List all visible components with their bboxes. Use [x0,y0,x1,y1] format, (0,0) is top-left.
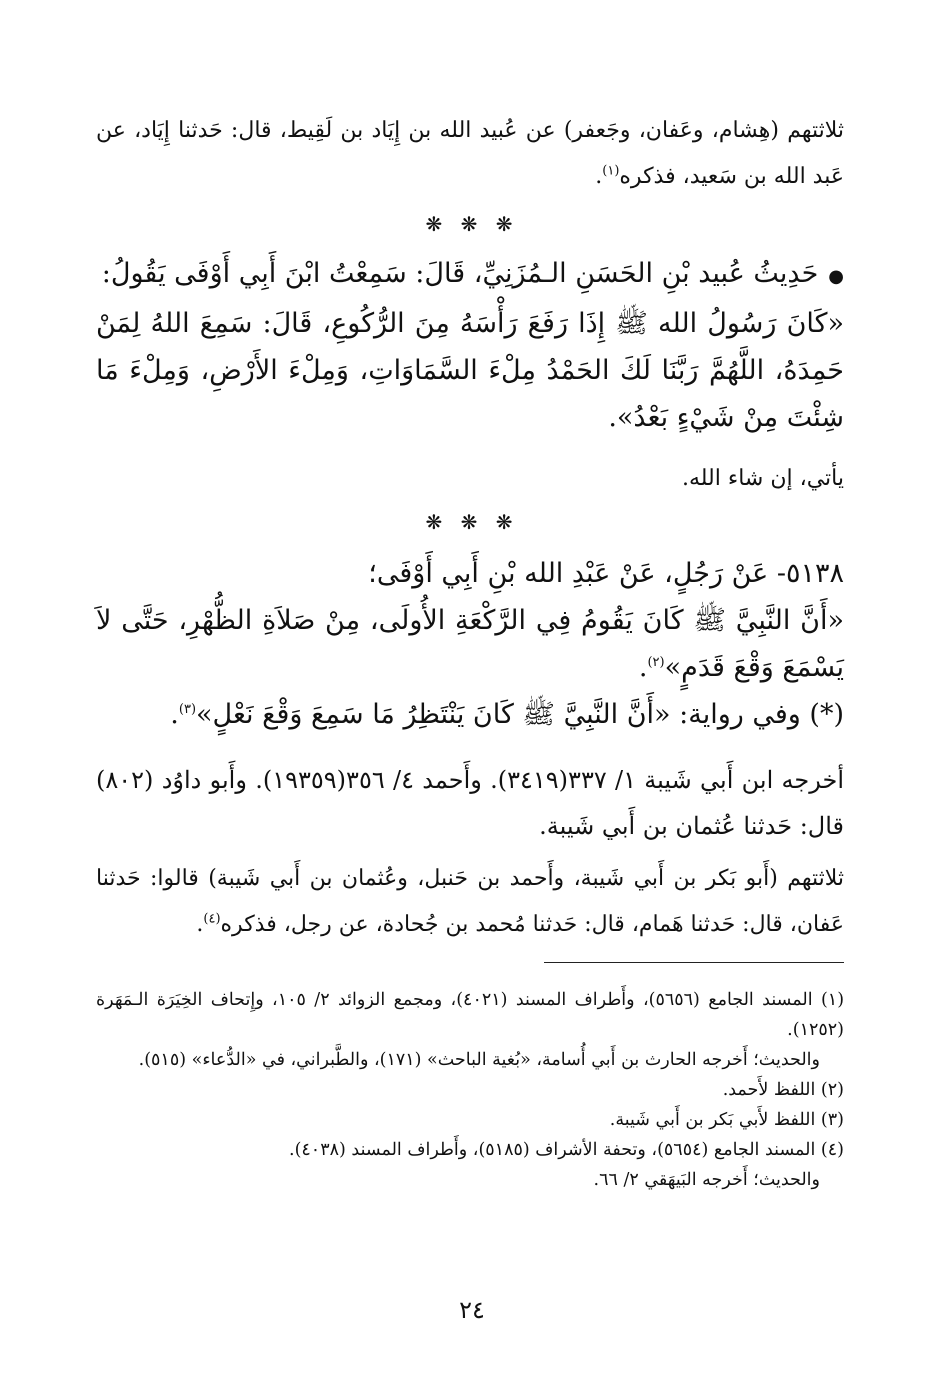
hadith-text: «أَنَّ النَّبِيَّ ﷺ كَانَ يَقُومُ فِي الرَّكْعَةِ الأُولَى، مِنْ صَلاَةِ الظُّهْرِ، حَتَّى لاَ يَسْمَعَ وَقْعَ قَدَمٍ»$^{(٢)}$. [96,605,844,683]
hadith-text: «كَانَ رَسُولُ الله ﷺ إِذَا رَفَعَ رَأْسَهُ مِنَ الرُّكُوعِ، قَالَ: سَمِعَ اللهُ لِمَنْ حَمِدَهُ، اللَّهُمَّ رَبَّنَا لَكَ الحَمْدُ مِلْءَ السَّمَاوَاتِ، وَمِلْءَ الأَرْضِ، وَمِلْءَ مَا شِئْتَ مِنْ شَيْءٍ بَعْدُ». [96,308,844,433]
bullet-icon: ● [828,266,844,287]
footnote-2: (٢) اللفظ لأَحمد. [722,1080,844,1100]
footnotes [96,985,844,1195]
paragraph-chain-1 [96,108,844,200]
footnote-ref-2[interactable]: (٢) [647,655,665,670]
footnote-4: (٤) المسند الجامع (٥٦٥٤)، وتحفة الأشراف (٥١٨٥)، وأَطراف المسند (٤٠٣٨). [289,1140,844,1160]
hadith-ubaid [96,250,844,441]
footnote-separator [544,962,844,963]
paragraph-chain-2 [96,856,844,948]
variant-narration: (*) وفي رواية: «أَنَّ النَّبِيَّ ﷺ كَانَ يَنْتَظِرُ مَا سَمِعَ وَقْعَ نَعْلٍ»$^{(٣)}$. [170,699,844,730]
footnote-1: (١) المسند الجامع (٥٦٥٦)، وأَطراف المسند (٤٠٢١)، ومجمع الزوائد ٢/ ١٠٥، وإِتحاف الخِيَرَة الـمَهَرة (١٢٥٢). [96,990,845,1040]
section-divider-stars: ❋ ❋ ❋ [425,212,519,236]
takhrij-paragraph [96,757,844,849]
hadith-5138 [96,550,844,738]
hadith-title: ●حَدِيثُ عُبيد بْنِ الحَسَنِ الـمُزَنِيِّ، قَالَ: سَمِعْتُ ابْنَ أَبِي أَوْفَى يَقُولُ: [101,258,844,289]
hadith-title: ٥١٣٨- عَنْ رَجُلٍ، عَنْ عَبْدِ الله بْنِ أَبِي أَوْفَى؛ [368,558,844,589]
footnote-ref-1[interactable]: (١) [602,163,620,179]
paragraph-text: ثلاثتهم (هِشام، وعَفان، وجَعفر) عن عُبيد الله بن إِيَاد بن لَقِيط، قال: حَدثنا إِيَاد، عن عَبد الله بن سَعيد، فذكره$^{(١)}$. [96,118,844,189]
footnote-ref-3[interactable]: (٣) [178,702,197,717]
footnote-4-continuation: والحديث؛ أَخرجه البَيهَقي ٢/ ٦٦. [593,1170,820,1190]
footnote-3: (٣) اللفظ لأَبي بَكر بن أَبي شَيبة. [609,1110,844,1130]
paragraph-text: ثلاثتهم (أَبو بَكر بن أَبي شَيبة، وأَحمد بن حَنبل، وعُثمان بن أَبي شَيبة) قالوا: حَدثنا عَفان، قال: حَدثنا هَمام، قال: حَدثنا مُحمد بن جُحادة، عن رجل، فذكره$^{(٤)}$. [96,866,844,937]
footnote-1-continuation: والحديث؛ أَخرجه الحارث بن أَبي أُسامة، «بُغية الباحث» (١٧١)، والطَّبراني، في «الدُّعاء» (٥١٥). [138,1050,820,1070]
cross-reference-note [96,456,844,502]
takhrij-text: أخرجه ابن أَبي شَيبة ١/ ٣٣٧(٣٤١٩). وأَحمد ٤/ ٣٥٦(١٩٣٥٩). وأَبو داوُد (٨٠٢) قال: حَدثنا عُثمان بن أَبي شَيبة. [96,766,844,840]
cross-reference-text: يأتي، إن شاء الله. [681,466,844,491]
section-divider-stars: ❋ ❋ ❋ [425,510,519,534]
page-number: ٢٤ [459,1296,485,1324]
footnote-ref-4[interactable]: (٤) [203,911,221,927]
